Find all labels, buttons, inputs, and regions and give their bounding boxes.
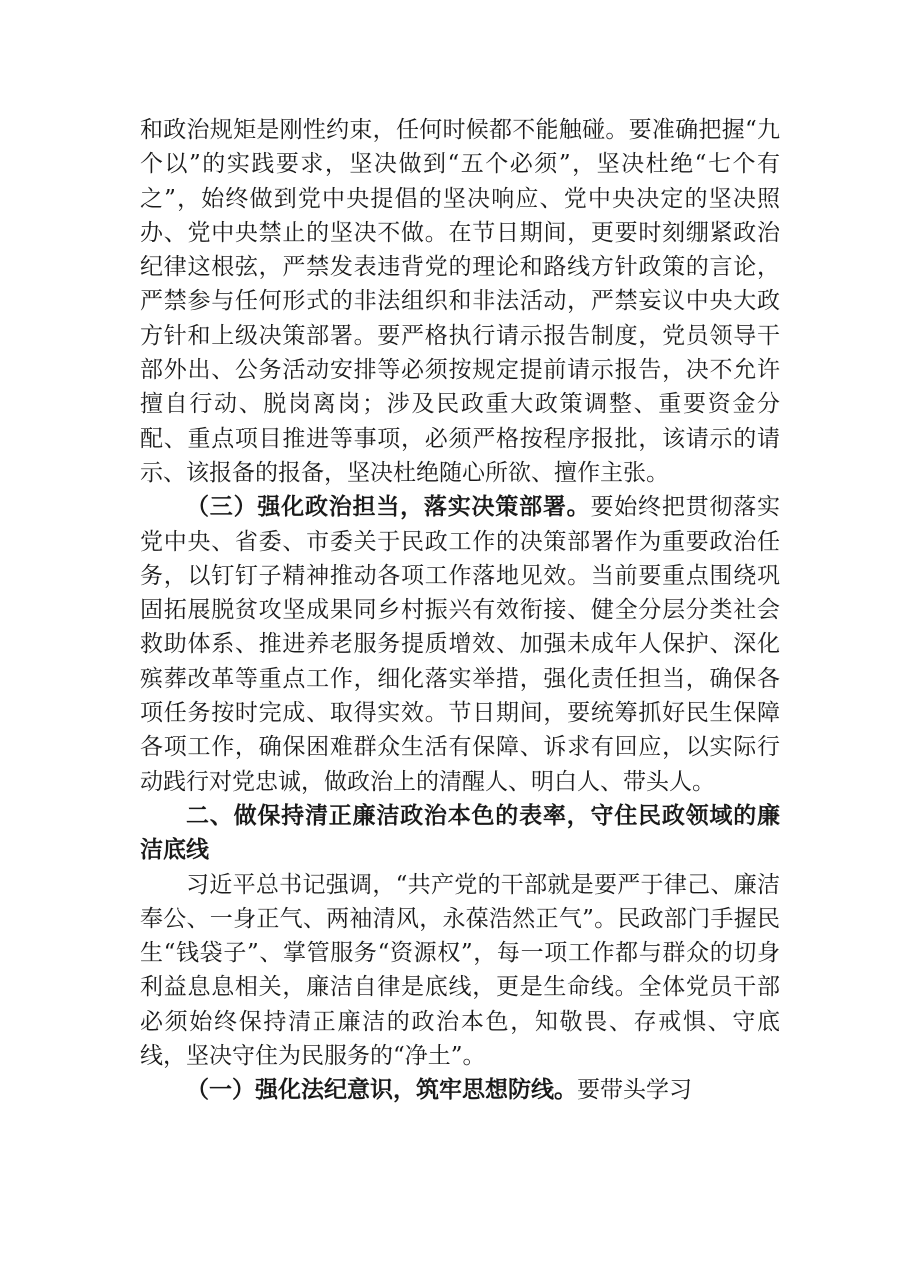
paragraph-political-rules: 和政治规矩是刚性约束，任何时候都不能触碰。要准确把握“九个以”的实践要求，坚决做到“五个必须”，坚决杜绝“七个有之”，始终做到党中央提倡的坚决响应、党中央决定的坚决照办、党中央禁止的坚决不做。在节日期间，更要时刻绷紧政治纪律这根弦，严禁发表违背党的理论和路线方针政策的言论，严禁参与任何形式的非法组织和非法活动，严禁妄议中央大政方针和上级决策部署。要严格执行请示报告制度，党员领导干部外出、公务活动安排等必须按规定提前请示报告，决不允许擅自行动、脱岗离岗；涉及民政重大政策调整、重要资金分配、重点项目推进等事项，必须严格按程序报批，该请示的请示、该报备的报备，坚决杜绝随心所欲、擅作主张。 [140,117,780,486]
section-heading-2: 二、做保持清正廉洁政治本色的表率，守住民政领域的廉洁底线 [140,802,780,864]
paragraph-body: 要始终把贯彻落实党中央、省委、市委关于民政工作的决策部署作为重要政治任务，以钉钉子精神推动各项工作落地见效。当前要重点围绕巩固拓展脱贫攻坚成果同乡村振兴有效衔接、健全分层分类社会救助体系、推进养老服务提质增效、加强未成年人保护、深化殡葬改革等重点工作，细化落实举措，强化责任担当，确保各项任务按时完成、取得实效。节日期间，要统筹抓好民生保障各项工作，确保困难群众生活有保障、诉求有回应，以实际行动践行对党忠诚，做政治上的清醒人、明白人、带头人。 [140,494,781,795]
paragraph-legal-awareness [140,1073,780,1107]
subsection-title-3: （三）强化政治担当，落实决策部署。 [186,493,591,521]
paragraph-political-responsibility [140,490,780,799]
document-body [140,113,780,1108]
paragraph-body: 要带头学习 [577,1077,692,1104]
paragraph-integrity: 习近平总书记强调，“共产党的干部就是要严于律己、廉洁奉公、一身正气、两袖清风，永葆浩然正气”。民政部门手握民生“钱袋子”、掌管服务“资源权”，每一项工作都与群众的切身利益息息相关，廉洁自律是底线，更是生命线。全体党员干部必须始终保持清正廉洁的政治本色，知敬畏、存戒惧、守底线，坚决守住为民服务的“净土”。 [140,871,780,1070]
subsection-title-1: （一）强化法纪意识，筑牢思想防线。 [186,1076,577,1104]
